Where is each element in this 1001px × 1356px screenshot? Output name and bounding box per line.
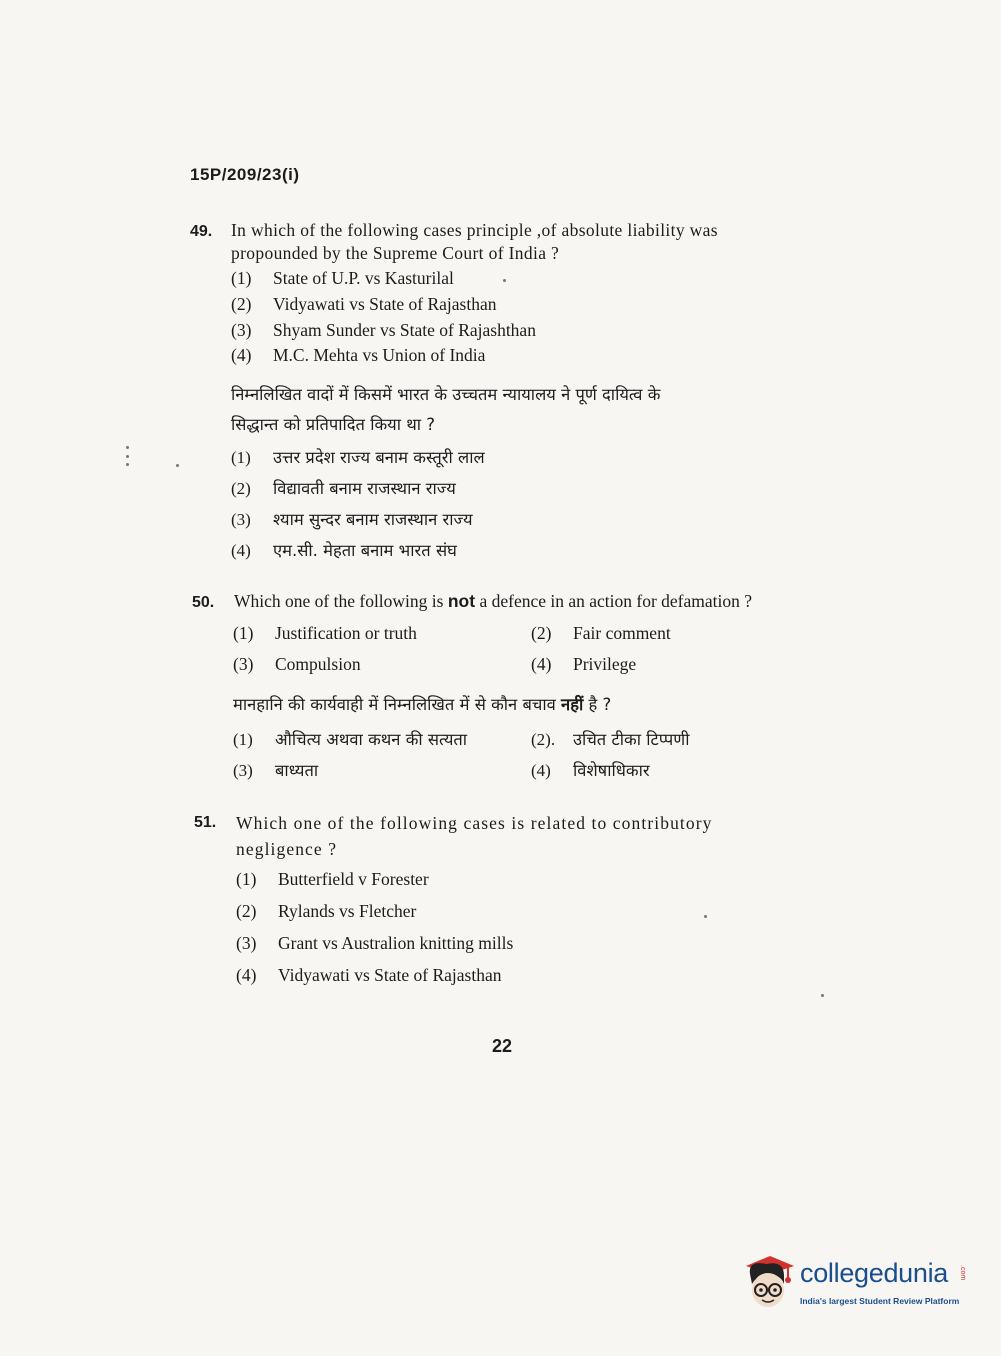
collegedunia-watermark (740, 1252, 970, 1322)
option: (2) Fair comment (531, 623, 671, 643)
hindi-option: (1) उत्तर प्रदेश राज्य बनाम कस्तूरी लाल (231, 448, 485, 467)
option: (1) State of U.P. vs Kasturilal (231, 268, 454, 288)
option: (2) Vidyawati vs State of Rajasthan (231, 294, 497, 314)
scan-speck (821, 994, 824, 997)
question-number: 50. (192, 594, 215, 611)
hindi-option: (3) बाध्यता (233, 761, 319, 780)
scan-speck (503, 279, 506, 282)
hindi-option: (4) एम.सी. मेहता बनाम भारत संघ (231, 541, 457, 560)
option: (3) Grant vs Australion knitting mills (236, 933, 514, 953)
question-number: 49. (190, 223, 213, 240)
page-number: 22 (492, 1036, 513, 1056)
brand-tagline: India's largest Student Review Platform (800, 1296, 960, 1306)
option: (2) Rylands vs Fletcher (236, 901, 417, 921)
question-text-hindi: निम्नलिखित वादों में किसमें भारत के उच्चतम न्यायालय ने पूर्ण दायित्व के सिद्धान्त को प्रतिपादित किया था ? (231, 385, 661, 434)
scan-speck (126, 463, 129, 466)
brand-suffix: .com (959, 1265, 966, 1281)
hindi-option: (1) औचित्य अथवा कथन की सत्यता (233, 730, 468, 749)
option: (4) M.C. Mehta vs Union of India (231, 345, 486, 365)
hindi-option: (2). उचित टीका टिप्पणी (531, 730, 690, 749)
option: (4) Privilege (531, 654, 637, 674)
option: (1) Justification or truth (233, 623, 417, 643)
scan-speck (704, 915, 707, 918)
brand-name: collegedunia (800, 1258, 949, 1288)
hindi-option: (3) श्याम सुन्दर बनाम राजस्थान राज्य (231, 510, 473, 529)
question-text-hindi: मानहानि की कार्यवाही में निम्नलिखित में से कौन बचाव नहीं है ? (233, 695, 612, 714)
option: (3) Compulsion (233, 654, 361, 674)
question-number: 51. (194, 814, 217, 831)
question-text-english: Which one of the following cases is related to contributory negligence ? (236, 813, 713, 859)
hindi-option: (4) विशेषाधिकार (531, 761, 650, 780)
scan-speck (176, 464, 179, 467)
mascot-icon (740, 1252, 798, 1314)
question-text-english: In which of the following cases principle ,of absolute liability was propounded by the Supreme Court of India ? (231, 220, 718, 263)
hindi-option: (2) विद्यावती बनाम राजस्थान राज्य (231, 479, 456, 498)
question-text-english: Which one of the following is not a defence in an action for defamation ? (234, 591, 753, 611)
scan-speck (126, 455, 129, 458)
paper-code: 15P/209/23(i) (190, 165, 300, 184)
option: (3) Shyam Sunder vs State of Rajashthan (231, 320, 536, 340)
scan-speck (126, 446, 129, 449)
option: (1) Butterfield v Forester (236, 869, 429, 889)
option: (4) Vidyawati vs State of Rajasthan (236, 965, 502, 985)
